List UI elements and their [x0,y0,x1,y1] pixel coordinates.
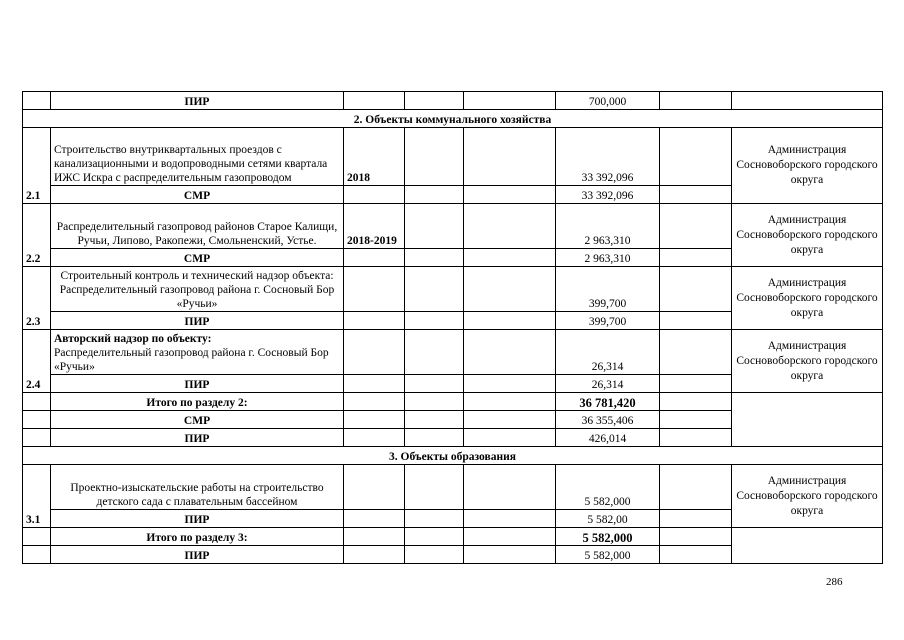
row-name: ПИР [51,92,344,110]
section-title: 3. Объекты образования [23,447,883,465]
table-row [23,330,883,375]
responsible-cell: Администрация Сосновоборского городского округа [732,128,883,204]
row-year: 2018 [344,128,405,186]
row-name: Строительство внутриквартальных проездов с канализационными и водопроводными сетями квартала ИЖС Искра с распределительным газопроводом [51,128,344,186]
section-header [23,110,883,128]
row-name: Распределительный газопровод района г. Сосновый Бор «Ручьи» [54,347,329,373]
total-value: 5 582,000 [556,528,660,546]
total-row [23,528,883,546]
total-value: 36 781,420 [556,393,660,411]
row-name: СМР [51,186,344,204]
row-name: ПИР [51,546,344,564]
row-number: 2.4 [23,330,51,393]
row-name: СМР [51,249,344,267]
row-value: 36 355,406 [556,411,660,429]
investment-table [22,91,883,564]
page-number: 286 [826,576,843,588]
row-value: 700,000 [556,92,660,110]
responsible-cell: Администрация Сосновоборского городского округа [732,330,883,393]
row-name: ПИР [51,510,344,528]
row-name: Проектно-изыскательские работы на строительство детского сада с плавательным бассейном [51,465,344,510]
row-number: 2.2 [23,204,51,267]
table-row [23,128,883,186]
section-title: 2. Объекты коммунального хозяйства [23,110,883,128]
section-header [23,447,883,465]
row-value: 33 392,096 [556,128,660,186]
row-value: 5 582,000 [556,465,660,510]
row-value: 5 582,00 [556,510,660,528]
row-value: 33 392,096 [556,186,660,204]
row-value: 399,700 [556,267,660,312]
row-value: 2 963,310 [556,204,660,249]
table-row [23,92,883,110]
row-year: 2018-2019 [344,204,405,249]
total-label: Итого по разделу 3: [51,528,344,546]
total-label: Итого по разделу 2: [51,393,344,411]
row-number: 3.1 [23,465,51,528]
row-name-cell [51,330,344,375]
row-value: 26,314 [556,375,660,393]
table-row [23,465,883,510]
row-name: ПИР [51,312,344,330]
row-number: 2.3 [23,267,51,330]
row-value: 399,700 [556,312,660,330]
row-name: ПИР [51,429,344,447]
row-name: Распределительный газопровод районов Старое Калищи, Ручьи, Липово, Ракопежи, Смольненский, Устье. [51,204,344,249]
row-value: 426,014 [556,429,660,447]
responsible-cell: Администрация Сосновоборского городского округа [732,267,883,330]
row-value: 5 582,000 [556,546,660,564]
row-name-bold: Авторский надзор по объекту: [54,333,212,345]
responsible-cell: Администрация Сосновоборского городского округа [732,465,883,528]
row-name: Строительный контроль и технический надзор объекта: Распределительный газопровод района г. Сосновый Бор «Ручьи» [51,267,344,312]
table-row [23,204,883,249]
row-value: 26,314 [556,330,660,375]
row-number: 2.1 [23,128,51,204]
responsible-cell: Администрация Сосновоборского городского округа [732,204,883,267]
row-name: СМР [51,411,344,429]
row-name: ПИР [51,375,344,393]
total-row [23,393,883,411]
row-value: 2 963,310 [556,249,660,267]
table-row [23,267,883,312]
